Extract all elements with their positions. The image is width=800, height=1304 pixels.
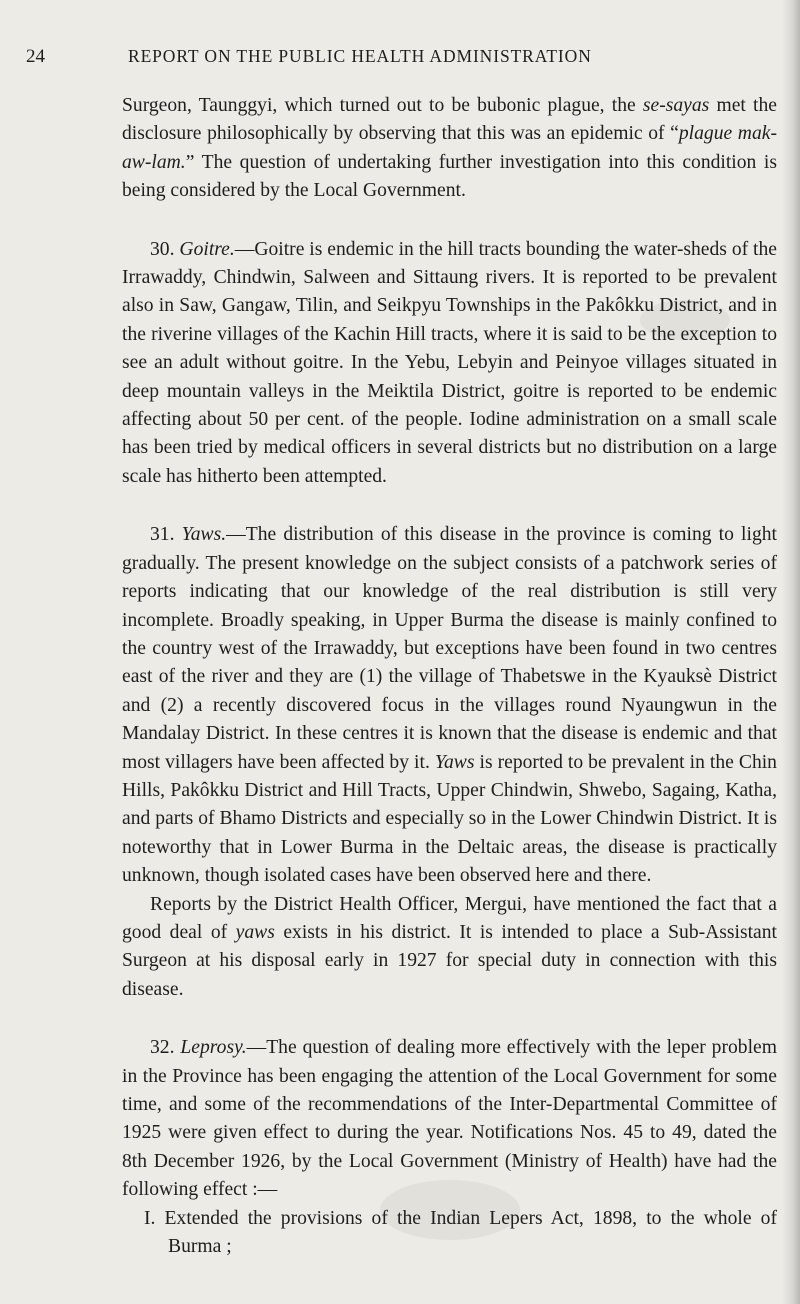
section-text: —The question of dealing more effectively with the leper problem in the Province has been engaging the attention of the Local Government for some time, and some of the recommendations of the Inter-Departmental Committee of 1925 were given effect to during the year. Notifications Nos. 45 to 49, dated the 8th December 1926, by the Local Government (Ministry of Health) have had the following effect :— — [122, 1037, 777, 1201]
list-item: I. Extended the provisions of the Indian Lepers Act, 1898, to the whole of Burma ; — [144, 1207, 777, 1258]
section-text: is reported to be prevalent in the Chin Hills, Pakôkku District and Hill Tracts, Upper Chindwin, Shwebo, Sagaing, Katha, and parts of Bhamo Districts and especially so in the Lower Chindwin District. It is noteworthy that in Lower Burma in the Deltaic areas, the disease is practically unknown, though isolated cases have been observed here and there. — [122, 751, 777, 887]
section-text: —The distribution of this disease in the province is coming to light gradually. The present knowledge on the subject consists of a patchwork series of reports indicating that our knowledge of the real distribution is still very incomplete. Broadly speaking, in Upper Burma the disease is mainly confined to the country west of the Irrawaddy, but exceptions have been found in two centres east of the river and they are (1) the village of Thabetswe in the Kyauksè District and (2) a recently discovered focus in the villages round Nyaungwun in the Mandalay District. In these centres it is known that the disease is endemic and that most villagers have been affected by it. — [122, 524, 777, 773]
continuation-paragraph — [122, 92, 777, 206]
section-text: Reports by the District Health Officer, Mergui, have mentioned the fact that a good deal of — [122, 893, 777, 943]
page-header — [26, 46, 766, 70]
section-heading: Goitre. — [179, 238, 235, 260]
section-heading: Yaws. — [181, 524, 227, 546]
body-text — [122, 92, 777, 1261]
text-run: ” The question of undertaking further investigation into this condition is being considered by the Local Government. — [122, 151, 777, 202]
italic-term: plague mak-aw-lam. — [122, 123, 777, 173]
section-32-paragraph — [122, 1034, 777, 1204]
italic-term: yaws — [235, 921, 275, 943]
page-number: 24 — [26, 46, 45, 67]
text-run: met the disclosure philosophically by observing that this was an epidemic of “ — [122, 95, 777, 145]
page-edge-shadow — [782, 0, 800, 1304]
section-number: 32. — [150, 1037, 175, 1059]
section-heading: Leprosy. — [180, 1037, 247, 1059]
section-31-paragraph-continued — [122, 891, 777, 1005]
section-number: 30. — [150, 238, 175, 260]
italic-term: se-sayas — [642, 95, 710, 116]
text-run: Surgeon, Taunggyi, which turned out to be bubonic plague, the — [122, 95, 643, 116]
running-title: REPORT ON THE PUBLIC HEALTH ADMINISTRATION — [128, 46, 592, 66]
section-30-paragraph — [122, 236, 777, 492]
section-number: 31. — [150, 524, 175, 546]
section-31-paragraph — [122, 521, 777, 890]
section-text: —Goitre is endemic in the hill tracts bounding the water-sheds of the Irrawaddy, Chindwin, Salween and Sittaung rivers. It is reported to be prevalent also in Saw, Gangaw, Tilin, and Seikpyu Townships in the Pakôkku District, and in the riverine villages of the Kachin Hill tracts, where it is said to be the exception to see an adult without goitre. In the Yebu, Lebyin and Peinyoe villages situated in deep mountain valleys in the Meiktila District, goitre is reported to be endemic affecting about 50 per cent. of the people. Iodine administration on a small scale has been tried by medical officers in several districts but no distribution on a large scale has hitherto been attempted. — [122, 238, 777, 487]
section-text: exists in his district. It is intended to place a Sub-Assistant Surgeon at his disposal early in 1927 for special duty in connection with this disease. — [122, 921, 777, 1000]
italic-term: Yaws — [434, 751, 475, 773]
